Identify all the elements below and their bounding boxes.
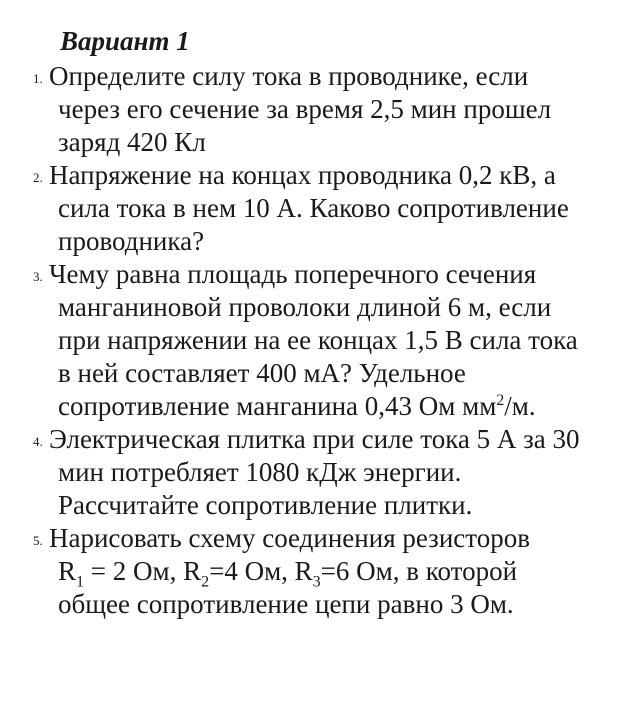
resistor-values-line	[0, 555, 640, 591]
problem-2	[0, 159, 640, 258]
problem-line: манганиновой проволоки длиной 6 м, если	[58, 292, 552, 322]
resistor-value: = 2 Ом,	[84, 556, 184, 586]
problem-line: Электрическая плитка при силе тока 5 А за 30	[49, 424, 580, 454]
problem-line: Чему равна площадь поперечного сечения	[49, 259, 537, 289]
problem-line: Нарисовать схему соединения резисторов	[49, 523, 530, 553]
problem-number: 1.	[33, 71, 43, 86]
resistor-symbol: R	[183, 556, 202, 586]
problem-4	[0, 423, 640, 522]
problem-line: в ней составляет 400 мА? Удельное	[58, 358, 466, 388]
resistor-symbol: R	[58, 556, 77, 586]
problem-number: 2.	[33, 170, 43, 185]
problem-line: заряд 420 Кл	[58, 127, 206, 157]
problem-line: при напряжении на ее концах 1,5 В сила тока	[58, 325, 578, 355]
problem-5	[0, 522, 640, 621]
resistor-index: 3	[312, 573, 321, 591]
problem-line: Напряжение на концах проводника 0,2 кВ, а	[49, 160, 556, 190]
problem-line: через его сечение за время 2,5 мин прошел	[58, 94, 552, 124]
resistor-index: 2	[201, 573, 210, 591]
problem-line: Определите силу тока в проводнике, если	[49, 61, 529, 91]
resistivity-text: сопротивление манганина 0,43 Ом мм	[58, 391, 497, 421]
problem-list	[0, 60, 640, 621]
problem-line-with-unit	[0, 390, 640, 423]
resistor-value: =4 Ом,	[209, 556, 295, 586]
problem-line: сила тока в нем 10 А. Каково сопротивление	[58, 193, 569, 223]
unit-exponent: 2	[496, 392, 505, 409]
problem-line: Рассчитайте сопротивление плитки.	[58, 490, 473, 520]
unit-suffix: /м.	[504, 391, 536, 421]
problem-number: 5.	[33, 533, 43, 548]
problem-line: общее сопротивление цепи равно 3 Ом.	[58, 589, 514, 619]
variant-title: Вариант 1	[60, 26, 190, 56]
problem-number: 3.	[33, 269, 43, 284]
problem-line: мин потребляет 1080 кДж энергии.	[58, 457, 462, 487]
problem-number: 4.	[33, 434, 43, 449]
resistor-index: 1	[76, 573, 85, 591]
problem-1	[0, 60, 640, 159]
problem-line: проводника?	[58, 226, 205, 256]
resistor-symbol: R	[294, 556, 313, 586]
resistor-value: =6 Ом, в которой	[320, 556, 518, 586]
problem-3	[0, 258, 640, 423]
